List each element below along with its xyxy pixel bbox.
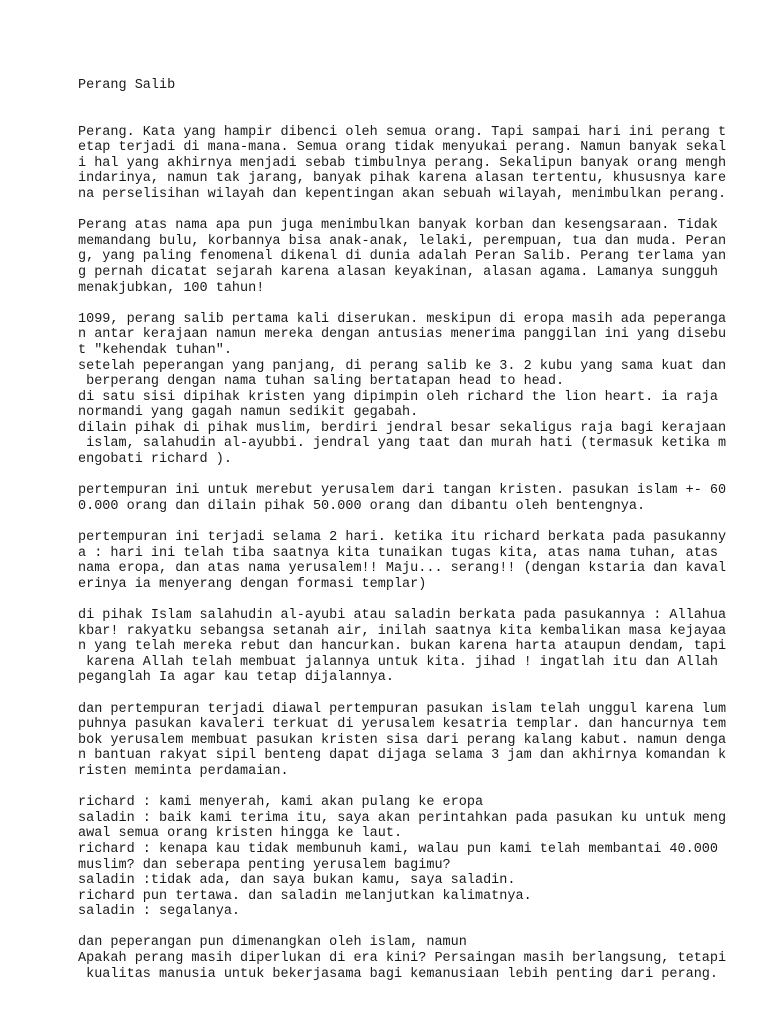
text-line: dilain pihak di pihak muslim, berdiri jendral besar sekaligus raja bagi kerajaan	[78, 420, 727, 436]
text-line: peganglah Ia agar kau tetap dijalannya.	[78, 670, 394, 686]
text-line: memandang bulu, korbannya bisa anak-anak, lelaki, perempuan, tua dan muda. Peran	[78, 233, 727, 249]
text-line: berperang dengan nama tuhan saling bertatapan head to head.	[78, 374, 565, 390]
text-line: erinya ia menyerang dengan formasi templar)	[78, 576, 427, 592]
text-line: menakjubkan, 100 tahun!	[78, 280, 265, 296]
text-line: kualitas manusia untuk bekerjasama bagi kemanusiaan lebih penting dari perang.	[78, 966, 719, 982]
text-line: na perselisihan wilayah dan kepentingan akan sebuah wilayah, menimbulkan perang.	[78, 186, 727, 202]
text-line: setelah peperangan yang panjang, di perang salib ke 3. 2 kubu yang sama kuat dan	[78, 358, 727, 374]
text-line: bok yerusalem membuat pasukan kristen sisa dari perang kalang kabut. namun denga	[78, 732, 727, 748]
text-line: n yang telah mereka rebut dan hancurkan. bukan karena harta ataupun dendam, tapi	[78, 639, 727, 655]
text-line: puhnya pasukan kavaleri terkuat di yerusalem kesatria templar. dan hancurnya tem	[78, 717, 727, 733]
text-line: di satu sisi dipihak kristen yang dipimpin oleh richard the lion heart. ia raja	[78, 389, 719, 405]
text-line: saladin : baik kami terima itu, saya akan perintahkan pada pasukan ku untuk meng	[78, 810, 727, 826]
text-line: richard : kenapa kau tidak membunuh kami, walau pun kami telah membantai 40.000	[78, 841, 719, 857]
text-line: dan pertempuran terjadi diawal pertempuran pasukan islam telah unggul karena lum	[78, 701, 727, 717]
text-line: Perang. Kata yang hampir dibenci oleh semua orang. Tapi sampai hari ini perang t	[78, 124, 727, 140]
text-line: di pihak Islam salahudin al-ayubi atau saladin berkata pada pasukannya : Allahua	[78, 608, 727, 623]
text-line: karena Allah telah membuat jalannya untuk kita. jihad ! ingatlah itu dan Allah	[78, 654, 719, 670]
text-line: g pernah dicatat sejarah karena alasan keyakinan, alasan agama. Lamanya sungguh	[78, 264, 719, 280]
text-line: t "kehendak tuhan".	[78, 342, 232, 358]
text-line: i hal yang akhirnya menjadi sebab timbulnya perang. Sekalipun banyak orang mengh	[78, 155, 727, 171]
text-line: Apakah perang masih diperlukan di era kini? Persaingan masih berlangsung, tetapi	[78, 951, 727, 967]
text-line: richard : kami menyerah, kami akan pulang ke eropa	[78, 795, 484, 811]
text-line: n antar kerajaan namun mereka dengan antusias menerima panggilan ini yang disebu	[78, 327, 727, 343]
document-title: Perang Salib	[78, 78, 176, 93]
paragraph	[78, 935, 758, 982]
text-line: dan peperangan pun dimenangkan oleh islam, namun	[78, 935, 467, 951]
text-line: normandi yang gagah namun sedikit gegabah.	[78, 405, 419, 421]
text-line: 0.000 orang dan dilain pihak 50.000 orang dan dibantu oleh bentengnya.	[78, 498, 646, 514]
text-line: a : hari ini telah tiba saatnya kita tunaikan tugas kita, atas nama tuhan, atas	[78, 545, 719, 561]
paragraph	[78, 608, 758, 686]
paragraph	[78, 125, 758, 203]
text-line: indarinya, namun tak jarang, banyak pihak karena alasan tertentu, khususnya kare	[78, 171, 727, 187]
text-line: engobati richard ).	[78, 452, 232, 468]
paragraph	[78, 483, 758, 514]
paragraph	[78, 312, 758, 468]
text-line: islam, salahudin al-ayubbi. jendral yang taat dan murah hati (termasuk ketika m	[78, 436, 727, 452]
text-line: muslim? dan seberapa penting yerusalem bagimu?	[78, 857, 451, 873]
text-line: pertempuran ini untuk merebut yerusalem dari tangan kristen. pasukan islam +- 60	[78, 483, 727, 499]
text-line: n bantuan rakyat sipil benteng dapat dijaga selama 3 jam dan akhirnya komandan k	[78, 748, 727, 764]
paragraph	[78, 218, 758, 296]
text-line: g, yang paling fenomenal dikenal di dunia adalah Peran Salib. Perang terlama yan	[78, 249, 727, 265]
document-page	[78, 78, 758, 998]
text-line: kbar! rakyatku sebangsa setanah air, inilah saatnya kita kembalikan masa kejayaa	[78, 623, 727, 639]
text-line: awal semua orang kristen hingga ke laut.	[78, 826, 403, 842]
text-line: etap terjadi di mana-mana. Semua orang tidak menyukai perang. Namun banyak sekal	[78, 140, 727, 156]
text-line: nama eropa, dan atas nama yerusalem!! Maju... serang!! (dengan kstaria dan kaval	[78, 561, 727, 577]
paragraph	[78, 795, 758, 920]
text-line: risten meminta perdamaian.	[78, 763, 289, 779]
text-line: saladin : segalanya.	[78, 904, 241, 920]
text-line: pertempuran ini terjadi selama 2 hari. ketika itu richard berkata pada pasukanny	[78, 530, 727, 546]
paragraph	[78, 530, 758, 592]
document-body	[78, 125, 758, 983]
text-line: richard pun tertawa. dan saladin melanjutkan kalimatnya.	[78, 888, 532, 904]
paragraph	[78, 702, 758, 780]
text-line: 1099, perang salib pertama kali diserukan. meskipun di eropa masih ada peperanga	[78, 311, 727, 327]
text-line: saladin :tidak ada, dan saya bukan kamu, saya saladin.	[78, 873, 516, 889]
text-line: Perang atas nama apa pun juga menimbulkan banyak korban dan kesengsaraan. Tidak	[78, 218, 719, 234]
